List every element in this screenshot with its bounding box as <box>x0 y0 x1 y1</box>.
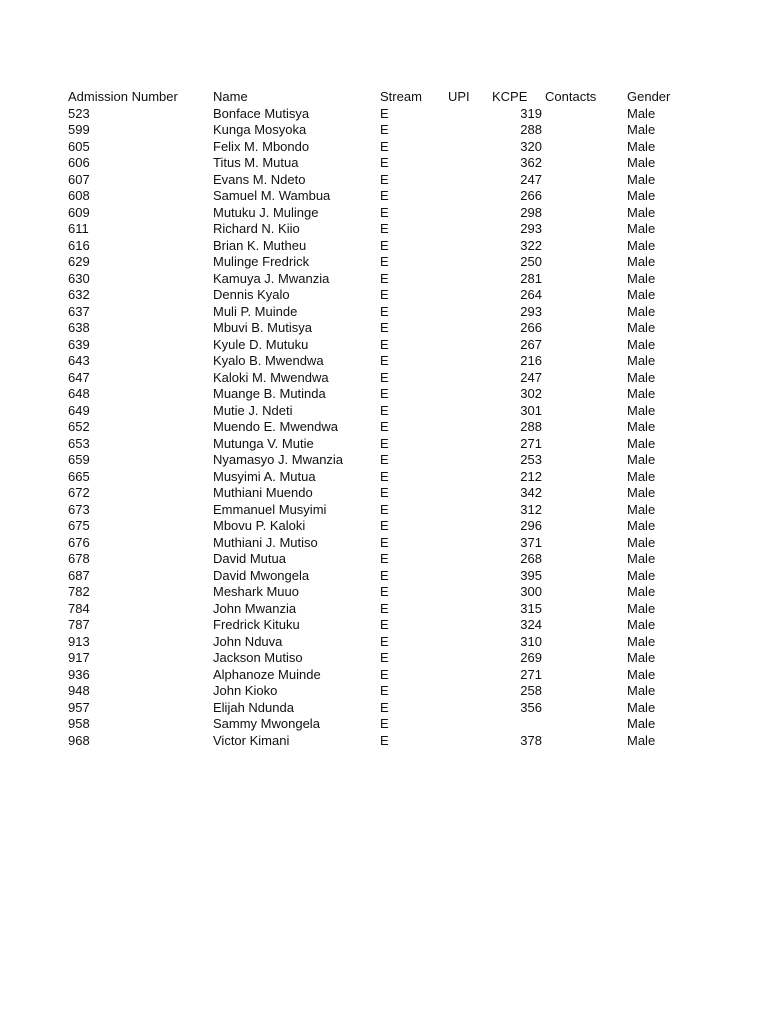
admission-number-cell: 609 <box>68 204 90 220</box>
gender-cell: Male <box>627 171 656 187</box>
stream-cell: E <box>380 419 389 434</box>
kcpe-cell: 268 <box>520 551 542 566</box>
table-row <box>0 667 768 684</box>
name-cell: John Nduva <box>213 633 283 649</box>
gender-cell: Male <box>627 204 656 220</box>
gender-cell: Male <box>627 188 656 203</box>
header-stream: Stream <box>380 89 422 104</box>
table-row <box>0 403 768 420</box>
kcpe-cell: 293 <box>520 303 542 319</box>
table-row <box>0 304 768 321</box>
admission-number-cell: 608 <box>68 188 90 203</box>
name-cell: Nyamasyo J. Mwanzia <box>213 452 344 467</box>
table-row <box>0 155 768 172</box>
stream-cell: E <box>380 171 389 187</box>
gender-cell: Male <box>627 155 656 170</box>
name-cell: Evans M. Ndeto <box>213 171 306 187</box>
kcpe-cell: 271 <box>520 435 542 451</box>
kcpe-cell: 266 <box>520 320 542 335</box>
admission-number-cell: 913 <box>68 633 90 649</box>
admission-number-cell: 643 <box>68 353 90 368</box>
stream-cell: E <box>380 699 389 715</box>
table-row <box>0 436 768 453</box>
gender-cell: Male <box>627 336 656 352</box>
table-row <box>0 320 768 337</box>
name-cell: Muli P. Muinde <box>213 303 298 319</box>
kcpe-cell: 356 <box>520 699 542 715</box>
name-cell: Kamuya J. Mwanzia <box>213 270 330 286</box>
header-upi: UPI <box>448 89 470 104</box>
header-kcpe: KCPE <box>492 89 528 104</box>
stream-cell: E <box>380 600 389 616</box>
gender-cell: Male <box>627 683 656 698</box>
table-row <box>0 502 768 519</box>
stream-cell: E <box>380 138 389 154</box>
student-table <box>0 89 768 749</box>
admission-number-cell: 687 <box>68 567 90 583</box>
stream-cell: E <box>380 633 389 649</box>
table-row <box>0 106 768 123</box>
table-row <box>0 337 768 354</box>
name-cell: Muthiani J. Mutiso <box>213 534 318 550</box>
stream-cell: E <box>380 122 389 137</box>
kcpe-cell: 322 <box>520 237 542 253</box>
table-row <box>0 568 768 585</box>
table-row <box>0 733 768 750</box>
name-cell: Kaloki M. Mwendwa <box>213 369 329 385</box>
name-cell: Victor Kimani <box>213 732 290 748</box>
name-cell: Muange B. Mutinda <box>213 386 326 401</box>
name-cell: David Mwongela <box>213 567 310 583</box>
gender-cell: Male <box>627 452 656 467</box>
name-cell: Mutie J. Ndeti <box>213 402 293 418</box>
name-cell: Brian K. Mutheu <box>213 237 307 253</box>
name-cell: David Mutua <box>213 551 286 566</box>
table-row <box>0 254 768 271</box>
kcpe-cell: 269 <box>520 650 542 665</box>
kcpe-cell: 342 <box>520 485 542 500</box>
table-row <box>0 518 768 535</box>
admission-number-cell: 659 <box>68 452 90 467</box>
kcpe-cell: 247 <box>520 369 542 385</box>
gender-cell: Male <box>627 551 656 566</box>
gender-cell: Male <box>627 716 656 731</box>
stream-cell: E <box>380 336 389 352</box>
table-row <box>0 139 768 156</box>
gender-cell: Male <box>627 650 656 665</box>
name-cell: Emmanuel Musyimi <box>213 501 327 517</box>
table-row <box>0 650 768 667</box>
stream-cell: E <box>380 716 389 731</box>
kcpe-cell: 271 <box>520 666 542 682</box>
table-row <box>0 584 768 601</box>
stream-cell: E <box>380 732 389 748</box>
table-row <box>0 617 768 634</box>
admission-number-cell: 607 <box>68 171 90 187</box>
admission-number-cell: 630 <box>68 270 90 286</box>
name-cell: Kyule D. Mutuku <box>213 336 309 352</box>
name-cell: Dennis Kyalo <box>213 287 290 302</box>
name-cell: Musyimi A. Mutua <box>213 468 316 484</box>
table-row <box>0 485 768 502</box>
gender-cell: Male <box>627 435 656 451</box>
gender-cell: Male <box>627 287 656 302</box>
name-cell: Mutuku J. Mulinge <box>213 204 319 220</box>
admission-number-cell: 616 <box>68 237 90 253</box>
table-row <box>0 386 768 403</box>
admission-number-cell: 936 <box>68 666 90 682</box>
stream-cell: E <box>380 683 389 698</box>
table-row <box>0 221 768 238</box>
kcpe-cell: 293 <box>520 221 542 236</box>
table-row <box>0 172 768 189</box>
stream-cell: E <box>380 567 389 583</box>
name-cell: Kunga Mosyoka <box>213 122 307 137</box>
header-contacts: Contacts <box>545 89 597 104</box>
gender-cell: Male <box>627 386 656 401</box>
kcpe-cell: 320 <box>520 138 542 154</box>
name-cell: Bonface Mutisya <box>213 105 310 121</box>
kcpe-cell: 250 <box>520 254 542 269</box>
kcpe-cell: 281 <box>520 270 542 286</box>
stream-cell: E <box>380 386 389 401</box>
gender-cell: Male <box>627 666 656 682</box>
stream-cell: E <box>380 534 389 550</box>
kcpe-cell: 296 <box>520 518 542 533</box>
name-cell: Fredrick Kituku <box>213 617 300 632</box>
stream-cell: E <box>380 617 389 632</box>
name-cell: Jackson Mutiso <box>213 650 303 665</box>
kcpe-cell: 253 <box>520 452 542 467</box>
stream-cell: E <box>380 155 389 170</box>
admission-number-cell: 784 <box>68 600 90 616</box>
table-row <box>0 601 768 618</box>
admission-number-cell: 649 <box>68 402 90 418</box>
kcpe-cell: 247 <box>520 171 542 187</box>
table-row <box>0 634 768 651</box>
gender-cell: Male <box>627 270 656 286</box>
admission-number-cell: 606 <box>68 155 90 170</box>
admission-number-cell: 653 <box>68 435 90 451</box>
stream-cell: E <box>380 237 389 253</box>
stream-cell: E <box>380 254 389 269</box>
admission-number-cell: 673 <box>68 501 90 517</box>
table-row <box>0 238 768 255</box>
kcpe-cell: 266 <box>520 188 542 203</box>
table-row <box>0 188 768 205</box>
stream-cell: E <box>380 584 389 599</box>
header-admission-number: Admission Number <box>68 89 178 104</box>
kcpe-cell: 371 <box>520 534 542 550</box>
admission-number-cell: 665 <box>68 468 90 484</box>
stream-cell: E <box>380 105 389 121</box>
admission-number-cell: 611 <box>68 221 89 236</box>
gender-cell: Male <box>627 138 656 154</box>
stream-cell: E <box>380 650 389 665</box>
table-row <box>0 716 768 733</box>
name-cell: Samuel M. Wambua <box>213 188 331 203</box>
admission-number-cell: 605 <box>68 138 90 154</box>
gender-cell: Male <box>627 369 656 385</box>
name-cell: Alphanoze Muinde <box>213 666 321 682</box>
stream-cell: E <box>380 369 389 385</box>
kcpe-cell: 362 <box>520 155 542 170</box>
admission-number-cell: 638 <box>68 320 90 335</box>
kcpe-cell: 288 <box>520 122 542 137</box>
table-row <box>0 271 768 288</box>
stream-cell: E <box>380 353 389 368</box>
stream-cell: E <box>380 402 389 418</box>
table-row <box>0 551 768 568</box>
gender-cell: Male <box>627 617 656 632</box>
admission-number-cell: 652 <box>68 419 90 434</box>
gender-cell: Male <box>627 699 656 715</box>
gender-cell: Male <box>627 584 656 599</box>
stream-cell: E <box>380 188 389 203</box>
stream-cell: E <box>380 551 389 566</box>
table-row <box>0 419 768 436</box>
stream-cell: E <box>380 452 389 467</box>
name-cell: Mbuvi B. Mutisya <box>213 320 312 335</box>
admission-number-cell: 523 <box>68 105 90 121</box>
stream-cell: E <box>380 204 389 220</box>
gender-cell: Male <box>627 501 656 517</box>
kcpe-cell: 395 <box>520 567 542 583</box>
kcpe-cell: 301 <box>520 402 542 418</box>
kcpe-cell: 302 <box>520 386 542 401</box>
kcpe-cell: 300 <box>520 584 542 599</box>
gender-cell: Male <box>627 633 656 649</box>
admission-number-cell: 782 <box>68 584 90 599</box>
stream-cell: E <box>380 287 389 302</box>
name-cell: Muendo E. Mwendwa <box>213 419 339 434</box>
admission-number-cell: 639 <box>68 336 90 352</box>
header-name: Name <box>213 89 248 104</box>
table-row <box>0 469 768 486</box>
gender-cell: Male <box>627 732 656 748</box>
table-row <box>0 122 768 139</box>
kcpe-cell: 319 <box>520 105 542 121</box>
admission-number-cell: 676 <box>68 534 90 550</box>
gender-cell: Male <box>627 402 656 418</box>
stream-cell: E <box>380 485 389 500</box>
name-cell: Mbovu P. Kaloki <box>213 518 306 533</box>
gender-cell: Male <box>627 237 656 253</box>
table-row <box>0 683 768 700</box>
admission-number-cell: 672 <box>68 485 90 500</box>
kcpe-cell: 216 <box>520 353 542 368</box>
stream-cell: E <box>380 501 389 517</box>
gender-cell: Male <box>627 254 656 269</box>
gender-cell: Male <box>627 303 656 319</box>
name-cell: John Kioko <box>213 683 278 698</box>
admission-number-cell: 968 <box>68 732 90 748</box>
table-body <box>0 106 768 750</box>
admission-number-cell: 647 <box>68 369 90 385</box>
table-row <box>0 370 768 387</box>
stream-cell: E <box>380 320 389 335</box>
gender-cell: Male <box>627 534 656 550</box>
kcpe-cell: 310 <box>520 633 542 649</box>
name-cell: Muthiani Muendo <box>213 485 313 500</box>
gender-cell: Male <box>627 567 656 583</box>
admission-number-cell: 629 <box>68 254 90 269</box>
kcpe-cell: 264 <box>520 287 542 302</box>
gender-cell: Male <box>627 419 656 434</box>
name-cell: Richard N. Kiio <box>213 221 300 236</box>
kcpe-cell: 288 <box>520 419 542 434</box>
stream-cell: E <box>380 435 389 451</box>
gender-cell: Male <box>627 122 656 137</box>
header-row <box>0 89 768 106</box>
kcpe-cell: 312 <box>520 501 542 517</box>
gender-cell: Male <box>627 518 656 533</box>
table-row <box>0 353 768 370</box>
stream-cell: E <box>380 518 389 533</box>
name-cell: Kyalo B. Mwendwa <box>213 353 324 368</box>
name-cell: Meshark Muuo <box>213 584 299 599</box>
stream-cell: E <box>380 221 389 236</box>
admission-number-cell: 675 <box>68 518 90 533</box>
admission-number-cell: 948 <box>68 683 90 698</box>
gender-cell: Male <box>627 105 656 121</box>
kcpe-cell: 324 <box>520 617 542 632</box>
stream-cell: E <box>380 303 389 319</box>
table-row <box>0 535 768 552</box>
stream-cell: E <box>380 270 389 286</box>
header-gender: Gender <box>627 89 671 104</box>
kcpe-cell: 378 <box>520 732 542 748</box>
admission-number-cell: 957 <box>68 699 90 715</box>
stream-cell: E <box>380 666 389 682</box>
admission-number-cell: 917 <box>68 650 90 665</box>
table-row <box>0 287 768 304</box>
gender-cell: Male <box>627 320 656 335</box>
kcpe-cell: 298 <box>520 204 542 220</box>
table-row <box>0 700 768 717</box>
kcpe-cell: 315 <box>520 600 542 616</box>
kcpe-cell: 212 <box>520 468 542 484</box>
gender-cell: Male <box>627 221 656 236</box>
admission-number-cell: 637 <box>68 303 90 319</box>
kcpe-cell: 267 <box>520 336 542 352</box>
kcpe-cell: 258 <box>520 683 542 698</box>
name-cell: Felix M. Mbondo <box>213 138 310 154</box>
gender-cell: Male <box>627 600 656 616</box>
name-cell: Titus M. Mutua <box>213 155 299 170</box>
admission-number-cell: 599 <box>68 122 90 137</box>
name-cell: Elijah Ndunda <box>213 699 294 715</box>
name-cell: Sammy Mwongela <box>213 716 320 731</box>
name-cell: Mutunga V. Mutie <box>213 435 314 451</box>
admission-number-cell: 678 <box>68 551 90 566</box>
name-cell: John Mwanzia <box>213 600 297 616</box>
admission-number-cell: 632 <box>68 287 90 302</box>
admission-number-cell: 648 <box>68 386 90 401</box>
gender-cell: Male <box>627 485 656 500</box>
gender-cell: Male <box>627 353 656 368</box>
admission-number-cell: 787 <box>68 617 90 632</box>
name-cell: Mulinge Fredrick <box>213 254 310 269</box>
admission-number-cell: 958 <box>68 716 90 731</box>
table-row <box>0 205 768 222</box>
table-row <box>0 452 768 469</box>
stream-cell: E <box>380 468 389 484</box>
gender-cell: Male <box>627 468 656 484</box>
